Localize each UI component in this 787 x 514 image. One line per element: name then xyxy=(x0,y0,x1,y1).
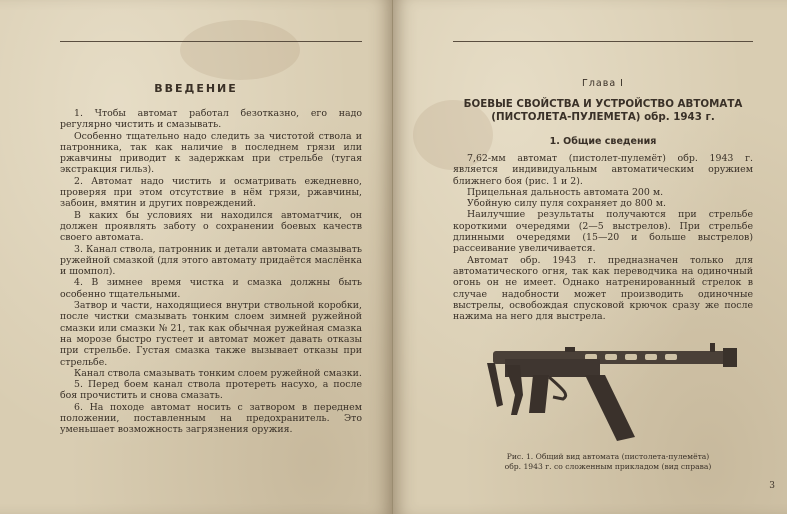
general-info-text xyxy=(453,153,753,322)
paragraph: 3. Канал ствола, патронник и детали автомата смазывать ружейной смазкой (для этого автомату придаётся маслёнка и шомпол). xyxy=(60,243,362,278)
paragraph: Затвор и части, находящиеся внутри ствольной коробки, после чистки смазывать тонким слоем зимней ружейной смазки или смазки № 21, так как обычная ружейная смазка на морозе быстро густеет и автомат может давать отказы при стрельбе. Густая смазка также вызывает отказы при стрельбе. xyxy=(60,300,362,368)
page-number: 3 xyxy=(769,481,775,491)
paragraph: 1. Чтобы автомат работал безотказно, его надо регулярно чистить и смазывать. xyxy=(60,108,362,131)
top-rule xyxy=(60,41,362,42)
section-heading: 1. Общие сведения xyxy=(549,136,657,147)
paragraph: 5. Перед боем канал ствола протереть насухо, а после боя прочистить и снова смазать. xyxy=(60,379,362,402)
left-page xyxy=(0,0,393,514)
paragraph: 7,62-мм автомат (пистолет-пулемёт) обр. 1943 г. является индивидуальным автоматическим оружием ближнего боя (рис. 1 и 2). xyxy=(453,153,753,187)
paragraph: Автомат обр. 1943 г. предназначен только для автоматического огня, так как переводчика на одиночный огонь он не имеет. Однако натренированный стрелок в случае надобности может производить одиночные выстрелы, освобождая спусковой крючок сразу же после нажима на него для выстрела. xyxy=(453,254,753,323)
introduction-title: ВВЕДЕНИЕ xyxy=(154,82,238,95)
figure-caption xyxy=(488,452,728,472)
paragraph: Прицельная дальность автомата 200 м. xyxy=(467,186,664,198)
caption-line: обр. 1943 г. со сложенным прикладом (вид справа) xyxy=(504,462,712,471)
chapter-title xyxy=(453,98,753,124)
paragraph: 4. В зимнее время чистка и смазка должны быть особенно тщательными. xyxy=(60,277,362,300)
chapter-title-line: (ПИСТОЛЕТА-ПУЛЕМЕТА) обр. 1943 г. xyxy=(491,111,715,123)
submachine-gun-icon xyxy=(475,335,745,445)
paragraph: 6. На походе автомат носить с затвором в переднем положении, поставленным на предохранитель. Это уменьшает возможность загрязнения оружия. xyxy=(60,401,362,436)
introduction-text xyxy=(60,108,362,436)
paragraph: Особенно тщательно надо следить за чистотой ствола и патронника, так как наличие в последнем грязи или ржавчины приводит к задержкам при стрельбе (тугая экстракция гильз). xyxy=(60,130,362,176)
paper-stain xyxy=(180,20,300,80)
top-rule xyxy=(453,41,753,42)
chapter-heading: Глава I xyxy=(582,78,624,89)
paragraph: Убойную силу пуля сохраняет до 800 м. xyxy=(467,198,666,210)
caption-line: Рис. 1. Общий вид автомата (пистолета-пулемёта) xyxy=(506,452,710,461)
paragraph: 2. Автомат надо чистить и осматривать ежедневно, проверяя при этом отсутствие в нём грязи, ржавчины, забоин, вмятин и других повреждений. xyxy=(60,175,362,210)
paragraph: Наилучшие результаты получаются при стрельбе короткими очередями (2—5 выстрелов). При стрельбе длинными очередями (15—20 и больше выстрелов) рассеивание увеличивается. xyxy=(453,209,753,255)
paragraph: В каких бы условиях ни находился автоматчик, он должен проявлять заботу о сохранении боевых качеств своего автомата. xyxy=(60,209,362,244)
paragraph: Канал ствола смазывать тонким слоем ружейной смазки. xyxy=(74,367,362,379)
submachine-gun-illustration xyxy=(475,335,745,445)
chapter-title-line: БОЕВЫЕ СВОЙСТВА И УСТРОЙСТВО АВТОМАТА xyxy=(463,98,743,110)
